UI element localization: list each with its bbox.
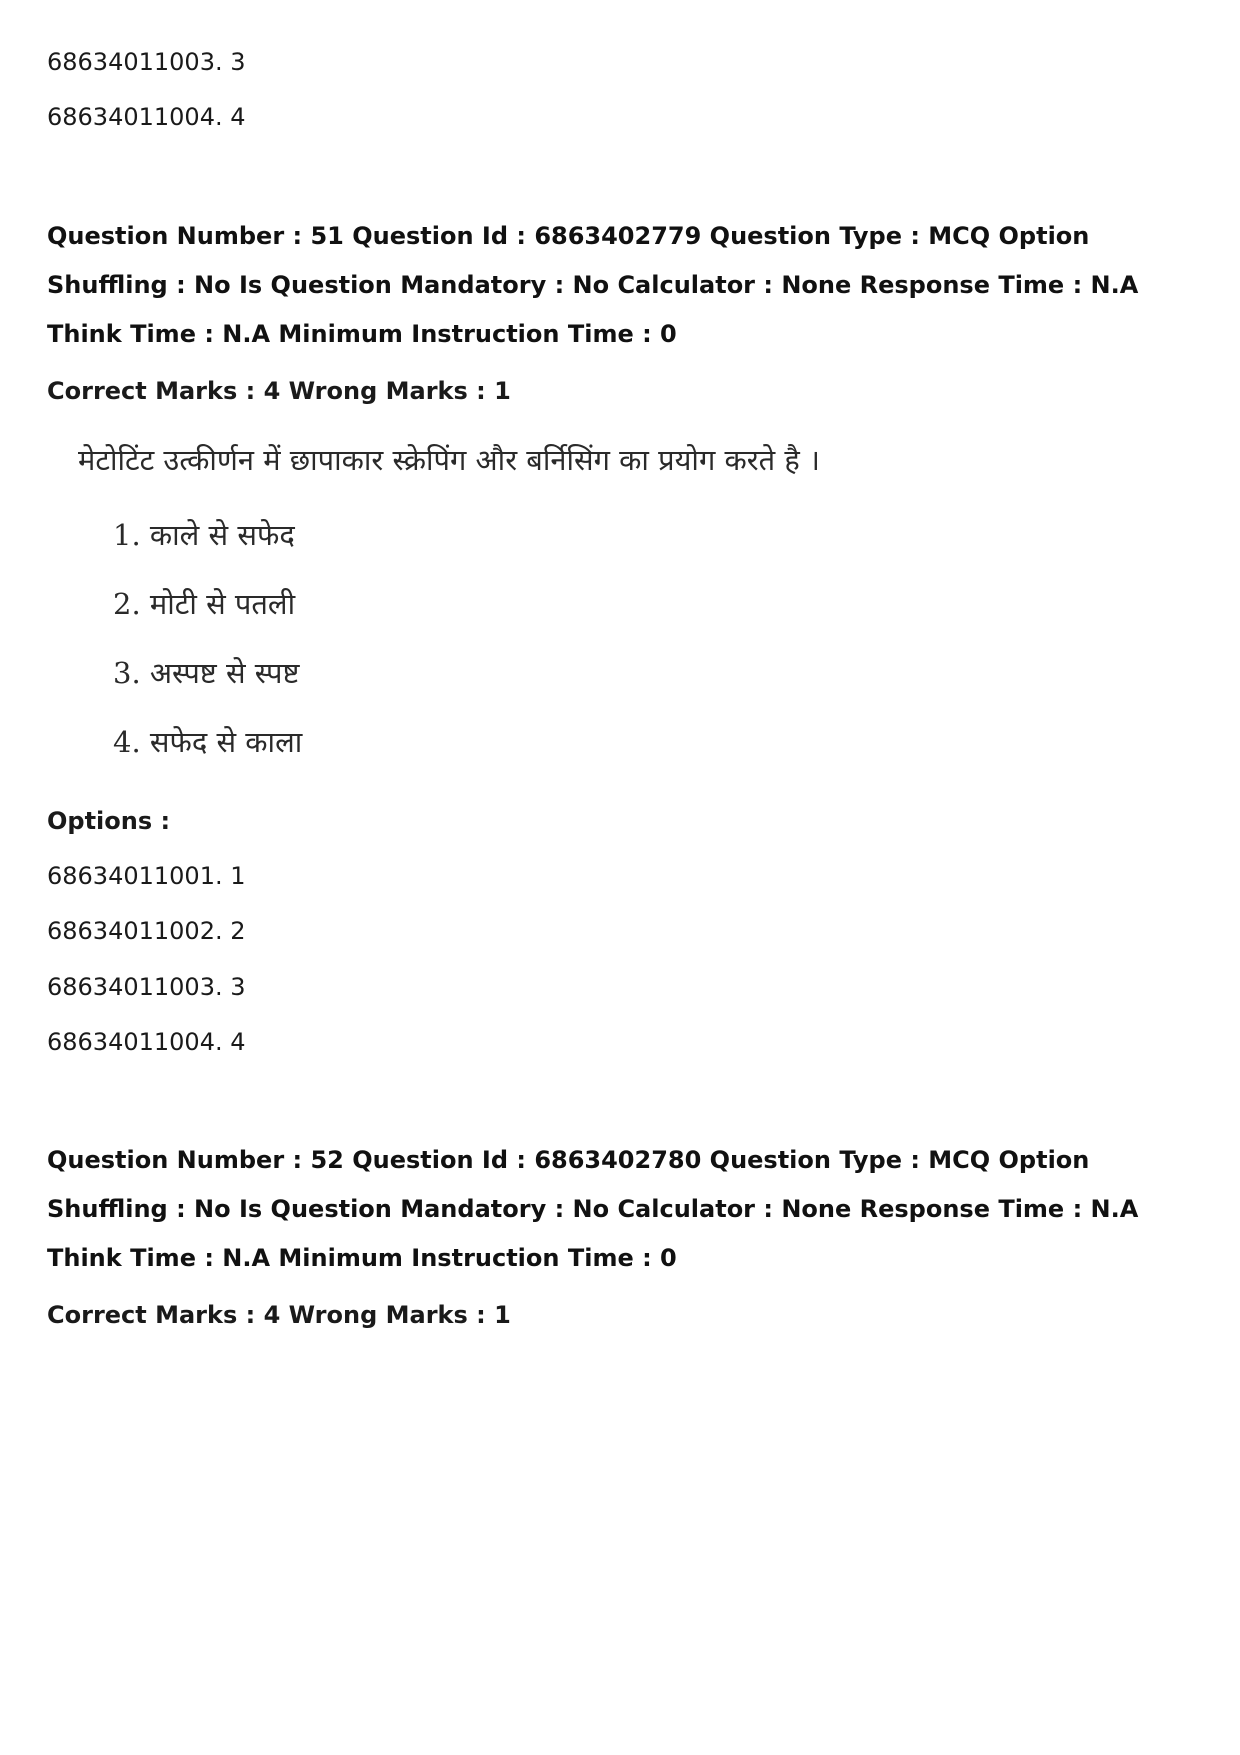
q51-choice-4: 4. सफेद से काला — [113, 725, 303, 759]
q52-header: Question Number : 52 Question Id : 6863402780 Question Type : MCQ Option Shuffling : No Is Question Mandatory : No Calculator : None Response Time : N.A Think Time : N.A Minimum Instruction Time : 0 — [47, 1146, 1139, 1272]
q51-option-1: 68634011001. 1 — [47, 862, 246, 890]
q51-option-3: 68634011003. 3 — [47, 973, 246, 1001]
q51-option-2: 68634011002. 2 — [47, 917, 246, 945]
q51-option-4: 68634011004. 4 — [47, 1028, 246, 1056]
q51-marks: Correct Marks : 4 Wrong Marks : 1 — [47, 377, 511, 405]
q52-marks: Correct Marks : 4 Wrong Marks : 1 — [47, 1301, 511, 1329]
q51-header: Question Number : 51 Question Id : 6863402779 Question Type : MCQ Option Shuffling : No Is Question Mandatory : No Calculator : None Response Time : N.A Think Time : N.A Minimum Instruction Time : 0 — [47, 222, 1139, 348]
q51-choice-1: 1. काले से सफेद — [113, 518, 295, 552]
prev-option-4: 68634011004. 4 — [47, 103, 246, 131]
prev-option-3: 68634011003. 3 — [47, 48, 246, 76]
q51-choice-3: 3. अस्पष्ट से स्पष्ट — [113, 656, 300, 690]
q51-stem: मेटोटिंट उत्कीर्णन में छापाकार स्क्रेपिंग और बर्निसिंग का प्रयोग करते है । — [78, 443, 820, 477]
q51-options-label: Options : — [47, 807, 171, 835]
q51-choice-2: 2. मोटी से पतली — [113, 587, 296, 621]
